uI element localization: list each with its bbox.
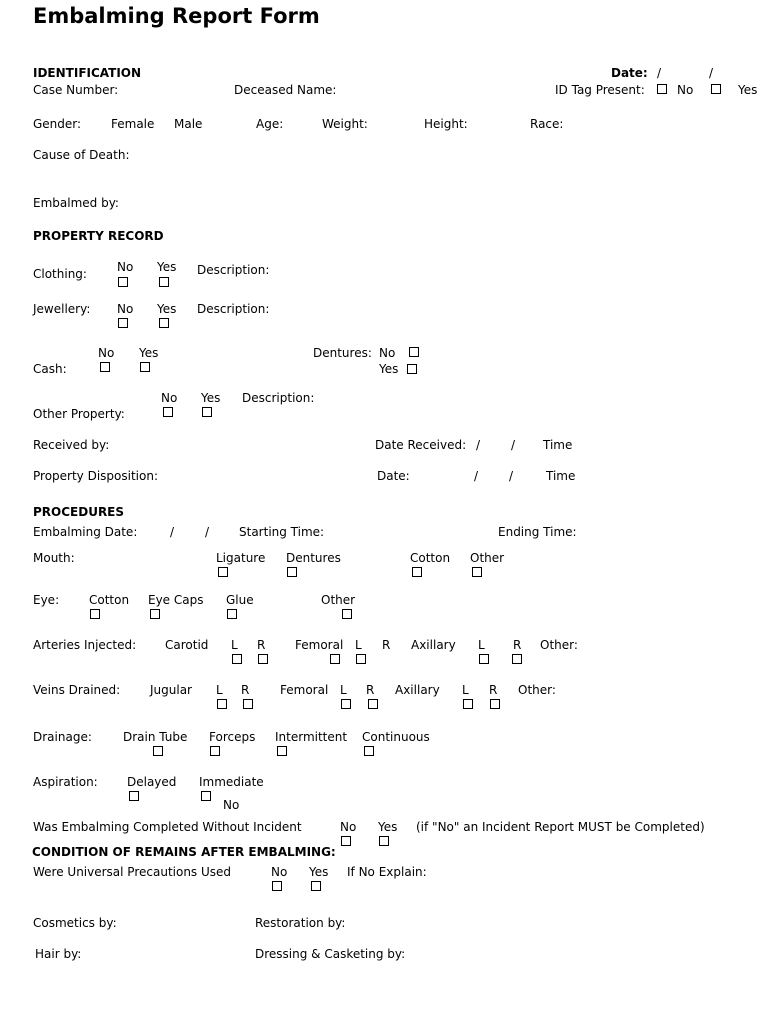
id-tag-yes-checkbox[interactable] <box>711 84 721 94</box>
embalming-date-label: Embalming Date: <box>33 525 138 539</box>
intermittent-label: Intermittent <box>275 730 348 744</box>
dentures-label: Dentures: <box>313 346 372 360</box>
femoral-vein-r-checkbox[interactable] <box>368 699 378 709</box>
axillary-vein-r-label: R <box>489 683 498 697</box>
drain-tube-checkbox[interactable] <box>153 746 163 756</box>
femoral-artery-r-label: R <box>382 638 391 652</box>
mouth-ligature-label: Ligature <box>216 551 266 565</box>
eye-cotton-checkbox[interactable] <box>90 609 100 619</box>
femoral-artery-l-label: L <box>355 638 362 652</box>
delayed-checkbox[interactable] <box>129 791 139 801</box>
restoration-by-label: Restoration by: <box>255 916 346 930</box>
other-property-description-label: Description: <box>242 391 315 405</box>
axillary-vein-l-checkbox[interactable] <box>463 699 473 709</box>
cash-no-label: No <box>98 346 115 360</box>
disposition-date-label: Date: <box>377 469 410 483</box>
date-received-slash-1: / <box>476 438 481 452</box>
other-property-yes-label: Yes <box>201 391 221 405</box>
carotid-l-checkbox[interactable] <box>232 654 242 664</box>
precautions-yes-checkbox[interactable] <box>311 881 321 891</box>
weight-label: Weight: <box>322 117 368 131</box>
eye-glue-label: Glue <box>226 593 254 607</box>
procedures-heading: PROCEDURES <box>33 505 125 519</box>
jugular-r-checkbox[interactable] <box>243 699 253 709</box>
mouth-label: Mouth: <box>33 551 75 565</box>
incident-note: (if "No" an Incident Report MUST be Completed) <box>416 820 705 834</box>
femoral-vein-r-label: R <box>366 683 375 697</box>
clothing-no-label: No <box>117 260 134 274</box>
veins-other-label: Other: <box>518 683 556 697</box>
jewellery-no-label: No <box>117 302 134 316</box>
femoral-vein-l-label: L <box>340 683 347 697</box>
clothing-yes-checkbox[interactable] <box>159 277 169 287</box>
condition-heading: CONDITION OF REMAINS AFTER EMBALMING: <box>32 845 336 859</box>
case-number-label: Case Number: <box>33 83 119 97</box>
hair-by-label: Hair by: <box>35 947 82 961</box>
gender-female: Female <box>111 117 155 131</box>
property-disposition-label: Property Disposition: <box>33 469 158 483</box>
gender-label: Gender: <box>33 117 82 131</box>
carotid-label: Carotid <box>165 638 209 652</box>
precautions-no-label: No <box>271 865 288 879</box>
other-property-no-checkbox[interactable] <box>163 407 173 417</box>
continuous-label: Continuous <box>362 730 430 744</box>
incident-no-label: No <box>223 798 240 812</box>
femoral-artery-r-checkbox[interactable] <box>356 654 366 664</box>
date-slash-1: / <box>657 66 662 80</box>
id-tag-no-checkbox[interactable] <box>657 84 667 94</box>
page-title: Embalming Report Form <box>33 4 320 28</box>
axillary-artery-label: Axillary <box>411 638 456 652</box>
drain-tube-label: Drain Tube <box>123 730 188 744</box>
disposition-time-label: Time <box>546 469 576 483</box>
eye-other-label: Other <box>321 593 356 607</box>
axillary-artery-l-checkbox[interactable] <box>479 654 489 664</box>
received-by-label: Received by: <box>33 438 110 452</box>
arteries-other-label: Other: <box>540 638 578 652</box>
eye-label: Eye: <box>33 593 60 607</box>
other-property-yes-checkbox[interactable] <box>202 407 212 417</box>
completed-without-incident-label: Was Embalming Completed Without Incident <box>33 820 302 834</box>
veins-drained-label: Veins Drained: <box>33 683 121 697</box>
eye-caps-checkbox[interactable] <box>150 609 160 619</box>
disposition-slash-2: / <box>509 469 514 483</box>
carotid-r-label: R <box>257 638 266 652</box>
property-heading: PROPERTY RECORD <box>33 229 164 243</box>
jugular-label: Jugular <box>150 683 192 697</box>
dentures-no-label: No <box>379 346 396 360</box>
axillary-vein-label: Axillary <box>395 683 440 697</box>
id-tag-present-label: ID Tag Present: <box>555 83 645 97</box>
starting-time-label: Starting Time: <box>239 525 325 539</box>
cash-yes-label: Yes <box>139 346 159 360</box>
cash-no-checkbox[interactable] <box>100 362 110 372</box>
jugular-l-checkbox[interactable] <box>217 699 227 709</box>
date-received-slash-2: / <box>511 438 516 452</box>
femoral-artery-label: Femoral <box>295 638 344 652</box>
drainage-label: Drainage: <box>33 730 92 744</box>
jewellery-label: Jewellery: <box>33 302 91 316</box>
precautions-yes-label: Yes <box>309 865 329 879</box>
continuous-checkbox[interactable] <box>364 746 374 756</box>
jugular-r-label: R <box>241 683 250 697</box>
jugular-l-label: L <box>216 683 223 697</box>
mouth-cotton-label: Cotton <box>410 551 451 565</box>
forceps-label: Forceps <box>209 730 256 744</box>
jewellery-description-label: Description: <box>197 302 270 316</box>
id-tag-no-label: No <box>677 83 694 97</box>
dressing-casketing-by-label: Dressing & Casketing by: <box>255 947 406 961</box>
ending-time-label: Ending Time: <box>498 525 577 539</box>
axillary-artery-l-label: L <box>478 638 485 652</box>
mouth-cotton-checkbox[interactable] <box>412 567 422 577</box>
clothing-label: Clothing: <box>33 267 87 281</box>
embalmed-by-label: Embalmed by: <box>33 196 119 210</box>
race-label: Race: <box>530 117 564 131</box>
forceps-checkbox[interactable] <box>210 746 220 756</box>
immediate-checkbox[interactable] <box>201 791 211 801</box>
identification-heading: IDENTIFICATION <box>33 66 142 80</box>
received-time-label: Time <box>543 438 573 452</box>
jewellery-no-checkbox[interactable] <box>118 318 128 328</box>
mouth-ligature-checkbox[interactable] <box>218 567 228 577</box>
incident-no-checkbox[interactable] <box>341 836 351 846</box>
femoral-artery-l-checkbox[interactable] <box>330 654 340 664</box>
eye-cotton-label: Cotton <box>89 593 130 607</box>
incident-no-option-label: No <box>340 820 357 834</box>
immediate-label: Immediate <box>199 775 264 789</box>
mouth-other-label: Other <box>470 551 505 565</box>
eye-caps-label: Eye Caps <box>148 593 204 607</box>
date-label: Date: <box>611 66 648 80</box>
eye-other-checkbox[interactable] <box>342 609 352 619</box>
axillary-vein-l-label: L <box>462 683 469 697</box>
id-tag-yes-label: Yes <box>738 83 758 97</box>
cosmetics-by-label: Cosmetics by: <box>33 916 117 930</box>
carotid-l-label: L <box>231 638 238 652</box>
mouth-dentures-label: Dentures <box>286 551 341 565</box>
axillary-artery-r-label: R <box>513 638 522 652</box>
femoral-vein-label: Femoral <box>280 683 329 697</box>
height-label: Height: <box>424 117 468 131</box>
cash-yes-checkbox[interactable] <box>140 362 150 372</box>
cash-label: Cash: <box>33 362 67 376</box>
if-no-explain-label: If No Explain: <box>347 865 427 879</box>
intermittent-checkbox[interactable] <box>277 746 287 756</box>
incident-yes-label: Yes <box>378 820 398 834</box>
other-property-no-label: No <box>161 391 178 405</box>
date-slash-2: / <box>709 66 714 80</box>
clothing-no-checkbox[interactable] <box>118 277 128 287</box>
dentures-yes-label: Yes <box>379 362 399 376</box>
date-received-label: Date Received: <box>375 438 467 452</box>
arteries-injected-label: Arteries Injected: <box>33 638 137 652</box>
jewellery-yes-label: Yes <box>157 302 177 316</box>
clothing-yes-label: Yes <box>157 260 177 274</box>
dentures-no-checkbox[interactable] <box>409 347 419 357</box>
eye-glue-checkbox[interactable] <box>227 609 237 619</box>
disposition-slash-1: / <box>474 469 479 483</box>
precautions-no-checkbox[interactable] <box>272 881 282 891</box>
embalming-date-slash-1: / <box>170 525 175 539</box>
mouth-other-checkbox[interactable] <box>472 567 482 577</box>
clothing-description-label: Description: <box>197 263 270 277</box>
aspiration-label: Aspiration: <box>33 775 98 789</box>
femoral-vein-l-checkbox[interactable] <box>341 699 351 709</box>
axillary-artery-r-checkbox[interactable] <box>512 654 522 664</box>
other-property-label: Other Property: <box>33 407 125 421</box>
cause-of-death-label: Cause of Death: <box>33 148 130 162</box>
deceased-name-label: Deceased Name: <box>234 83 337 97</box>
dentures-yes-checkbox[interactable] <box>407 364 417 374</box>
mouth-dentures-checkbox[interactable] <box>287 567 297 577</box>
universal-precautions-label: Were Universal Precautions Used <box>33 865 232 879</box>
delayed-label: Delayed <box>127 775 177 789</box>
gender-male: Male <box>174 117 203 131</box>
incident-yes-checkbox[interactable] <box>379 836 389 846</box>
carotid-r-checkbox[interactable] <box>258 654 268 664</box>
age-label: Age: <box>256 117 284 131</box>
jewellery-yes-checkbox[interactable] <box>159 318 169 328</box>
axillary-vein-r-checkbox[interactable] <box>490 699 500 709</box>
embalming-date-slash-2: / <box>205 525 210 539</box>
